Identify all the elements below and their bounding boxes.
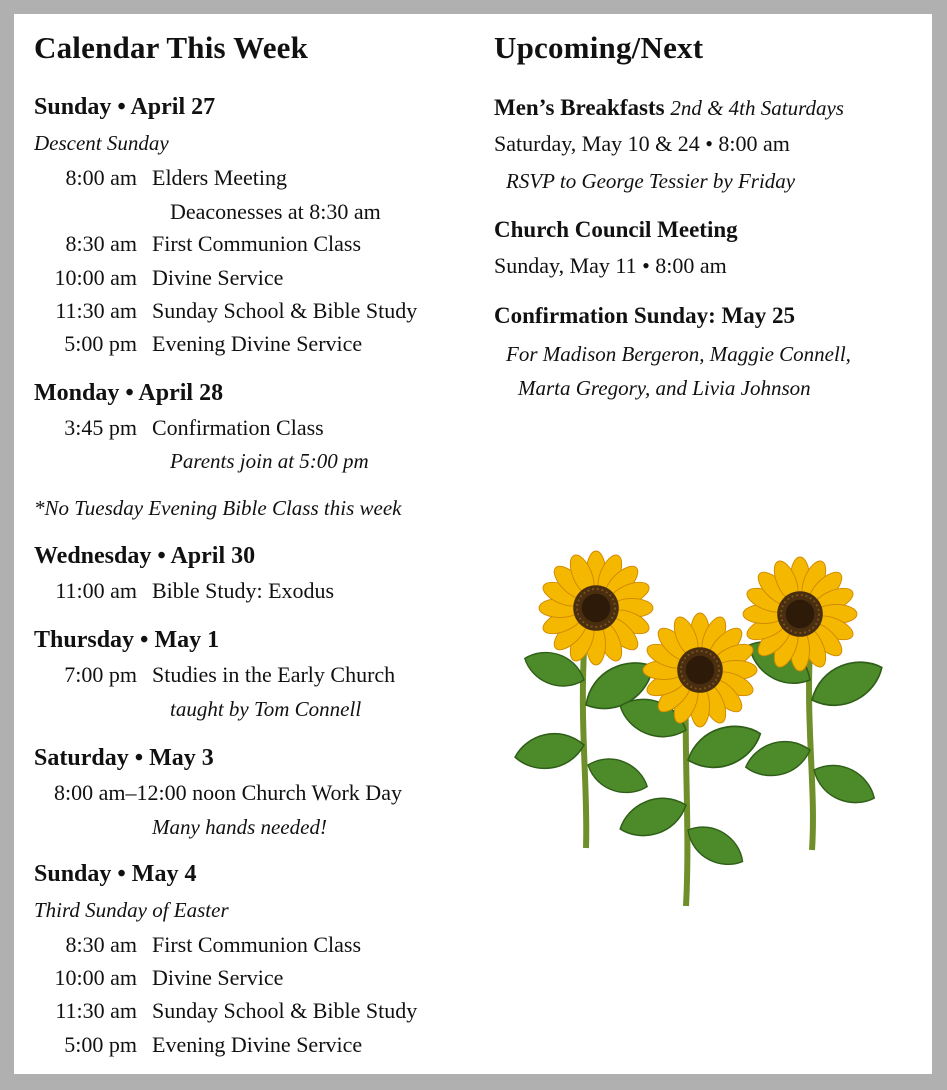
day-heading: Monday • April 28	[34, 380, 224, 406]
event-name: Sunday School & Bible Study	[152, 298, 418, 323]
event-name: Divine Service	[152, 265, 284, 290]
event-row	[34, 415, 324, 445]
upcoming-line: Saturday, May 10 & 24 • 8:00 am	[494, 131, 790, 156]
event-name: First Communion Class	[152, 932, 362, 957]
event-time: 8:30 am	[65, 231, 137, 256]
upcoming-heading	[494, 95, 844, 121]
event-row	[34, 965, 284, 995]
bulletin-sheet	[14, 14, 932, 1074]
event-name: Confirmation Class	[152, 415, 324, 440]
event-name: First Communion Class	[152, 231, 362, 256]
event-row	[34, 298, 418, 328]
event-name: Bible Study: Exodus	[152, 578, 335, 603]
upcoming-heading: Church Council Meeting	[494, 217, 738, 242]
event-name: Evening Divine Service	[152, 1032, 363, 1057]
event-time: 11:30 am	[55, 298, 137, 323]
event-row	[34, 265, 284, 295]
event-name: Church Work Day	[241, 780, 402, 805]
upcoming-note: For Madison Bergeron, Maggie Connell,	[506, 342, 851, 366]
day-subtitle: Third Sunday of Easter	[34, 898, 229, 922]
sunflowers-illustration	[496, 530, 896, 910]
day-subtitle: Descent Sunday	[34, 131, 169, 155]
event-time: 7:00 pm	[64, 662, 137, 687]
event-name: Elders Meeting	[152, 165, 288, 190]
event-time: 5:00 pm	[64, 331, 137, 356]
event-name: Sunday School & Bible Study	[152, 998, 418, 1023]
event-time: 10:00 am	[54, 965, 137, 990]
event-name: Evening Divine Service	[152, 331, 363, 356]
upcoming-heading-note: 2nd & 4th Saturdays	[670, 96, 844, 120]
event-name: Studies in the Early Church	[152, 662, 396, 687]
event-row	[34, 1032, 363, 1062]
event-time: 5:00 pm	[64, 1032, 137, 1057]
event-time: 10:00 am	[54, 265, 137, 290]
event-note: taught by Tom Connell	[170, 697, 362, 721]
event-time: 3:45 pm	[64, 415, 137, 440]
event-row	[34, 932, 362, 962]
upcoming-title: Upcoming/Next	[494, 30, 704, 65]
event-row	[34, 662, 396, 692]
day-heading: Sunday • April 27	[34, 94, 216, 120]
event-row	[34, 998, 418, 1028]
event-time: 8:00 am–12:00 noon	[54, 780, 237, 805]
day-heading: Sunday • May 4	[34, 861, 197, 887]
event-note: Deaconesses at 8:30 am	[170, 199, 381, 224]
calendar-title: Calendar This Week	[34, 30, 309, 65]
event-row	[34, 578, 335, 608]
event-time: 8:00 am	[65, 165, 137, 190]
event-name: Divine Service	[152, 965, 284, 990]
event-row	[34, 331, 363, 361]
event-time: 11:00 am	[55, 578, 137, 603]
upcoming-heading: Confirmation Sunday: May 25	[494, 303, 795, 328]
upcoming-note: RSVP to George Tessier by Friday	[506, 169, 796, 193]
day-heading: Wednesday • April 30	[34, 543, 256, 569]
event-row	[34, 165, 288, 195]
upcoming-note: Marta Gregory, and Livia Johnson	[518, 376, 811, 400]
day-heading: Saturday • May 3	[34, 745, 214, 771]
event-row	[34, 780, 402, 810]
upcoming-heading-text: Men’s Breakfasts	[494, 95, 665, 120]
event-note: Parents join at 5:00 pm	[170, 449, 369, 473]
event-time: 11:30 am	[55, 998, 137, 1023]
day-heading: Thursday • May 1	[34, 627, 220, 653]
event-time: 8:30 am	[65, 932, 137, 957]
upcoming-line: Sunday, May 11 • 8:00 am	[494, 253, 727, 278]
tuesday-notice: *No Tuesday Evening Bible Class this week	[34, 496, 402, 520]
event-note: Many hands needed!	[152, 815, 327, 839]
event-row	[34, 231, 362, 261]
